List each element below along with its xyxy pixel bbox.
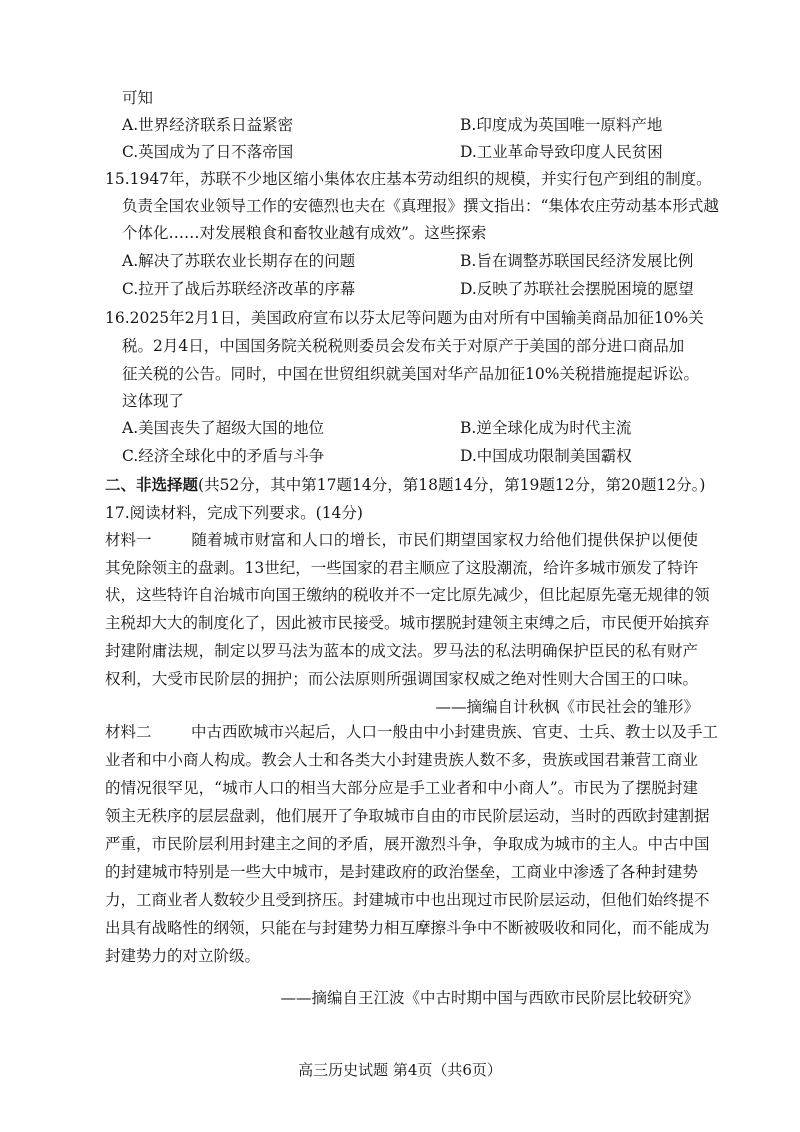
section-2-title: 二、非选择题 — [105, 475, 199, 494]
q15-line-2: 负责全国农业领导工作的安德烈也夫在《真理报》撰文指出：“集体农庄劳动基本形式越 — [122, 197, 719, 215]
material-2-line-3: 的情况很罕见，“城市人口的相当大部分应是手工业者和中小商人”。市民为了摆脱封建 — [105, 779, 698, 797]
material-2-text-1: 中古西欧城市兴起后，人口一般由中小封建贵族、官吏、士兵、教士以及手工 — [191, 723, 719, 741]
material-1-text-1: 随着城市财富和人口的增长，市民们期望国家权力给他们提供保护以便使 — [191, 531, 698, 549]
section-2-heading — [105, 470, 705, 500]
q16-option-b: B.逆全球化成为时代主流 — [460, 419, 632, 437]
material-2-line-2: 业者和中小商人构成。教会人士和各类大小封建贵族人数不多，贵族或国君兼营工商业 — [105, 751, 698, 769]
material-1-line-6: 权利，大受市民阶层的拥护；而公法原则所强调国家权威之绝对性则大合国王的口味。 — [105, 670, 698, 688]
q15-line-3: 个体化……对发展粮食和畜牧业越有成效”。这些探索 — [122, 224, 487, 242]
material-2-line-6: 的封建城市特别是一些大中城市，是封建政府的政治堡垒，工商业中渗透了各种封建势 — [105, 863, 698, 881]
material-1-line-4: 主税却大大的制度化了，因此被市民接受。城市摆脱封建领主束缚之后，市民便开始摈弃 — [105, 614, 710, 632]
q16-line-2: 税。2月4日，中国国务院关税税则委员会发布关于对原产于美国的部分进口商品加 — [122, 337, 685, 355]
material-2-line-9: 封建势力的对立阶级。 — [105, 947, 261, 965]
q16-line-4: 这体现了 — [122, 392, 185, 410]
page-footer: 高三历史试题 第4页（共6页） — [298, 1061, 502, 1079]
material-2-line-8: 出具有战略性的纲领，只能在与封建势力相互摩擦斗争中不断被吸收和同化，而不能成为 — [105, 919, 710, 937]
q14-option-c: C.英国成为了日不落帝国 — [122, 143, 294, 161]
material-2-tag: 材料二 — [105, 723, 152, 741]
material-2-line-4: 领主无秩序的层层盘剥，他们展开了争取城市自由的市民阶层运动，当时的西欧封建割据 — [105, 807, 710, 825]
material-1-line-1 — [105, 525, 698, 555]
q14-option-a: A.世界经济联系日益紧密 — [122, 116, 294, 134]
material-2-line-5: 严重，市民阶层利用封建主之间的矛盾，展开激烈斗争，争取成为城市的主人。中古中国 — [105, 835, 710, 853]
q16-line-1: 16.2025年2月1日，美国政府宣布以芬太尼等问题为由对所有中国输美商品加征10%关 — [105, 309, 704, 327]
section-2-detail: (共52分，其中第17题14分，第18题14分，第19题12分，第20题12分。) — [198, 476, 706, 494]
q15-option-b: B.旨在调整苏联国民经济发展比例 — [460, 252, 694, 270]
q14-stem-end: 可知 — [122, 89, 154, 107]
q15-option-c: C.拉开了战后苏联经济改革的序幕 — [122, 280, 356, 298]
material-1-line-3: 状，这些特许自治城市向国王缴纳的税收并不一定比原先减少，但比起原先毫无规律的领 — [105, 586, 710, 604]
material-1-line-5: 封建附庸法规，制定以罗马法为蓝本的成文法。罗马法的私法明确保护臣民的私有财产 — [105, 642, 698, 660]
q17-instruction: 17.阅读材料，完成下列要求。(14分) — [105, 504, 363, 522]
material-1-line-2: 其免除领主的盘剥。13世纪，一些国家的君主顺应了这股潮流，给许多城市颁发了特许 — [105, 559, 699, 577]
q16-option-c: C.经济全球化中的矛盾与斗争 — [122, 447, 325, 465]
material-2-line-1 — [105, 717, 719, 747]
q14-option-b: B.印度成为英国唯一原料产地 — [460, 116, 663, 134]
material-1-tag: 材料一 — [105, 531, 152, 549]
q15-line-1: 15.1947年，苏联不少地区缩小集体农庄基本劳动组织的规模，并实行包产到组的制度。 — [105, 170, 712, 188]
q16-line-3: 征关税的公告。同时，中国在世贸组织就美国对华产品加征10%关税措施提起诉讼。 — [122, 365, 699, 383]
q16-option-d: D.中国成功限制美国霸权 — [460, 447, 632, 465]
material-2-line-7: 力，工商业者人数较少且受到挤压。封建城市中也出现过市民阶层运动，但他们始终提不 — [105, 891, 710, 909]
material-2-source: ——摘编自王江波《中古时期中国与西欧市民阶层比较研究》 — [280, 989, 699, 1007]
q14-option-d: D.工业革命导致印度人民贫困 — [460, 143, 663, 161]
q15-option-a: A.解决了苏联农业长期存在的问题 — [122, 252, 356, 270]
q16-option-a: A.美国丧失了超级大国的地位 — [122, 419, 325, 437]
material-1-source: ——摘编自计秋枫《市民社会的雏形》 — [435, 698, 699, 716]
q15-option-d: D.反映了苏联社会摆脱困境的愿望 — [460, 280, 694, 298]
